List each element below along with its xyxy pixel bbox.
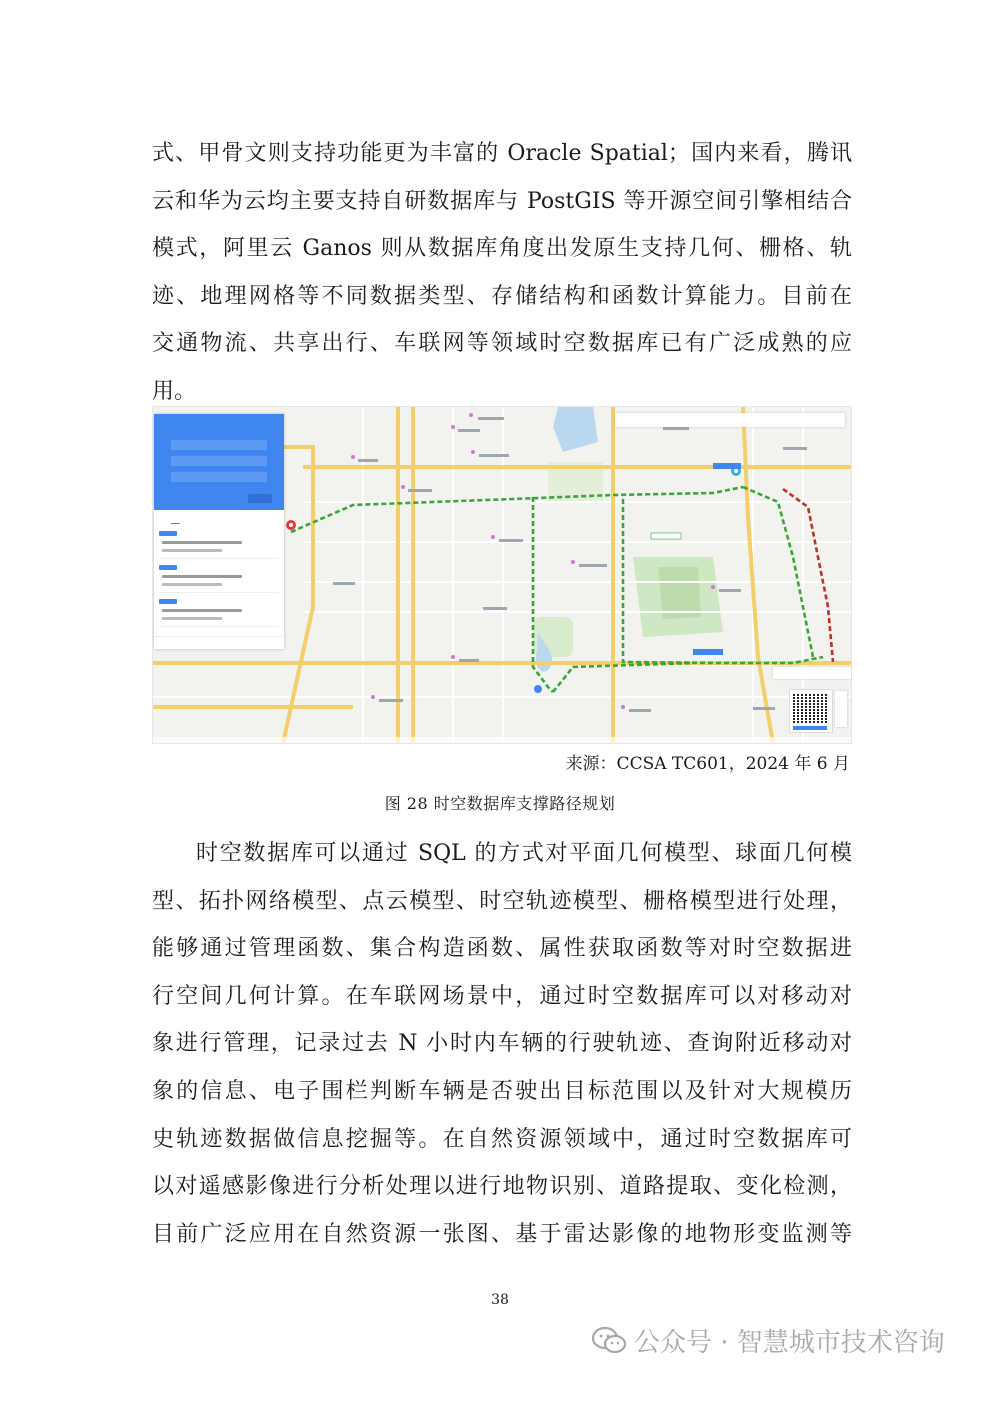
map-toolbar [615, 413, 845, 427]
origin-field[interactable] [171, 440, 267, 450]
wechat-icon [592, 1326, 626, 1354]
route-planning-map-figure [152, 406, 852, 744]
text-line: 能够通过管理函数、集合构造函数、属性获取函数等对时空数据进 [152, 936, 852, 962]
text-line: 史轨迹数据做信息挖掘等。在自然资源领域中，通过时空数据库可 [152, 1126, 852, 1152]
route-option-tabs [154, 512, 284, 524]
route-option-card[interactable] [159, 530, 279, 559]
text-line: 式、甲骨文则支持功能更为丰富的 Oracle Spatial；国内来看，腾讯 [152, 141, 852, 166]
page-number: 38 [491, 1292, 509, 1308]
text-line: 目前广泛应用在自然资源一张图、基于雷达影像的地物形变监测等 [152, 1221, 852, 1247]
start-marker [286, 520, 296, 530]
text-line: 迹、地理网格等不同数据类型、存储结构和函数计算能力。目前在 [152, 283, 852, 309]
text-line: 以对遥感影像进行分析处理以进行地物识别、道路提取、变化检测， [152, 1174, 852, 1200]
map-copyright-bar [153, 737, 851, 743]
zoom-control[interactable] [835, 691, 847, 727]
text-line: 象的信息、电子围栏判断车辆是否驶出目标范围以及针对大规模历 [152, 1078, 852, 1104]
watermark-text: 公众号 · 智慧城市技术咨询 [634, 1327, 945, 1358]
route-planning-panel [154, 414, 284, 649]
text-line: 象进行管理，记录过去 N 小时内车辆的行驶轨迹、查询附近移动对 [152, 1031, 852, 1057]
waypoint-marker [534, 685, 542, 693]
figure-source: 来源：CCSA TC601，2024 年 6 月 [565, 754, 850, 774]
tab-avoid-congestion[interactable] [214, 512, 223, 524]
tab-recommended[interactable] [171, 512, 180, 524]
paragraph-main [152, 830, 852, 1258]
text-line: 模式，阿里云 Ganos 则从数据库角度出发原生支持几何、栅格、轨 [152, 236, 852, 262]
destination-field[interactable] [171, 472, 267, 482]
panel-footer-actions [154, 636, 284, 649]
text-line: 时空数据库可以通过 SQL 的方式对平面几何模型、球面几何模 [196, 841, 852, 866]
text-line: 行空间几何计算。在车联网场景中，通过时空数据库可以对移动对 [152, 983, 852, 1009]
text-line: 用。 [152, 378, 197, 404]
wechat-watermark [592, 1320, 945, 1360]
route-option-card[interactable] [159, 564, 279, 593]
figure-caption: 图 28 时空数据库支撑路径规划 [384, 794, 616, 813]
route-search-header [154, 414, 284, 510]
lake-area [553, 407, 598, 452]
search-route-button[interactable] [248, 494, 272, 503]
waypoint-field[interactable] [171, 456, 267, 466]
map-layer-bar [773, 667, 851, 679]
text-line: 云和华为云均主要支持自研数据库与 PostGIS 等开源空间引擎相结合 [152, 188, 852, 214]
paragraph-intro [152, 130, 852, 416]
text-line: 型、拓扑网络模型、点云模型、时空轨迹模型、栅格模型进行处理， [152, 888, 852, 914]
tab-avoid-toll[interactable] [258, 512, 267, 524]
qr-code [789, 689, 833, 733]
route-congestion-segment [783, 489, 833, 662]
text-line: 交通物流、共享出行、车联网等领域时空数据库已有广泛成熟的应 [152, 331, 852, 357]
route-option-card[interactable] [159, 598, 279, 627]
